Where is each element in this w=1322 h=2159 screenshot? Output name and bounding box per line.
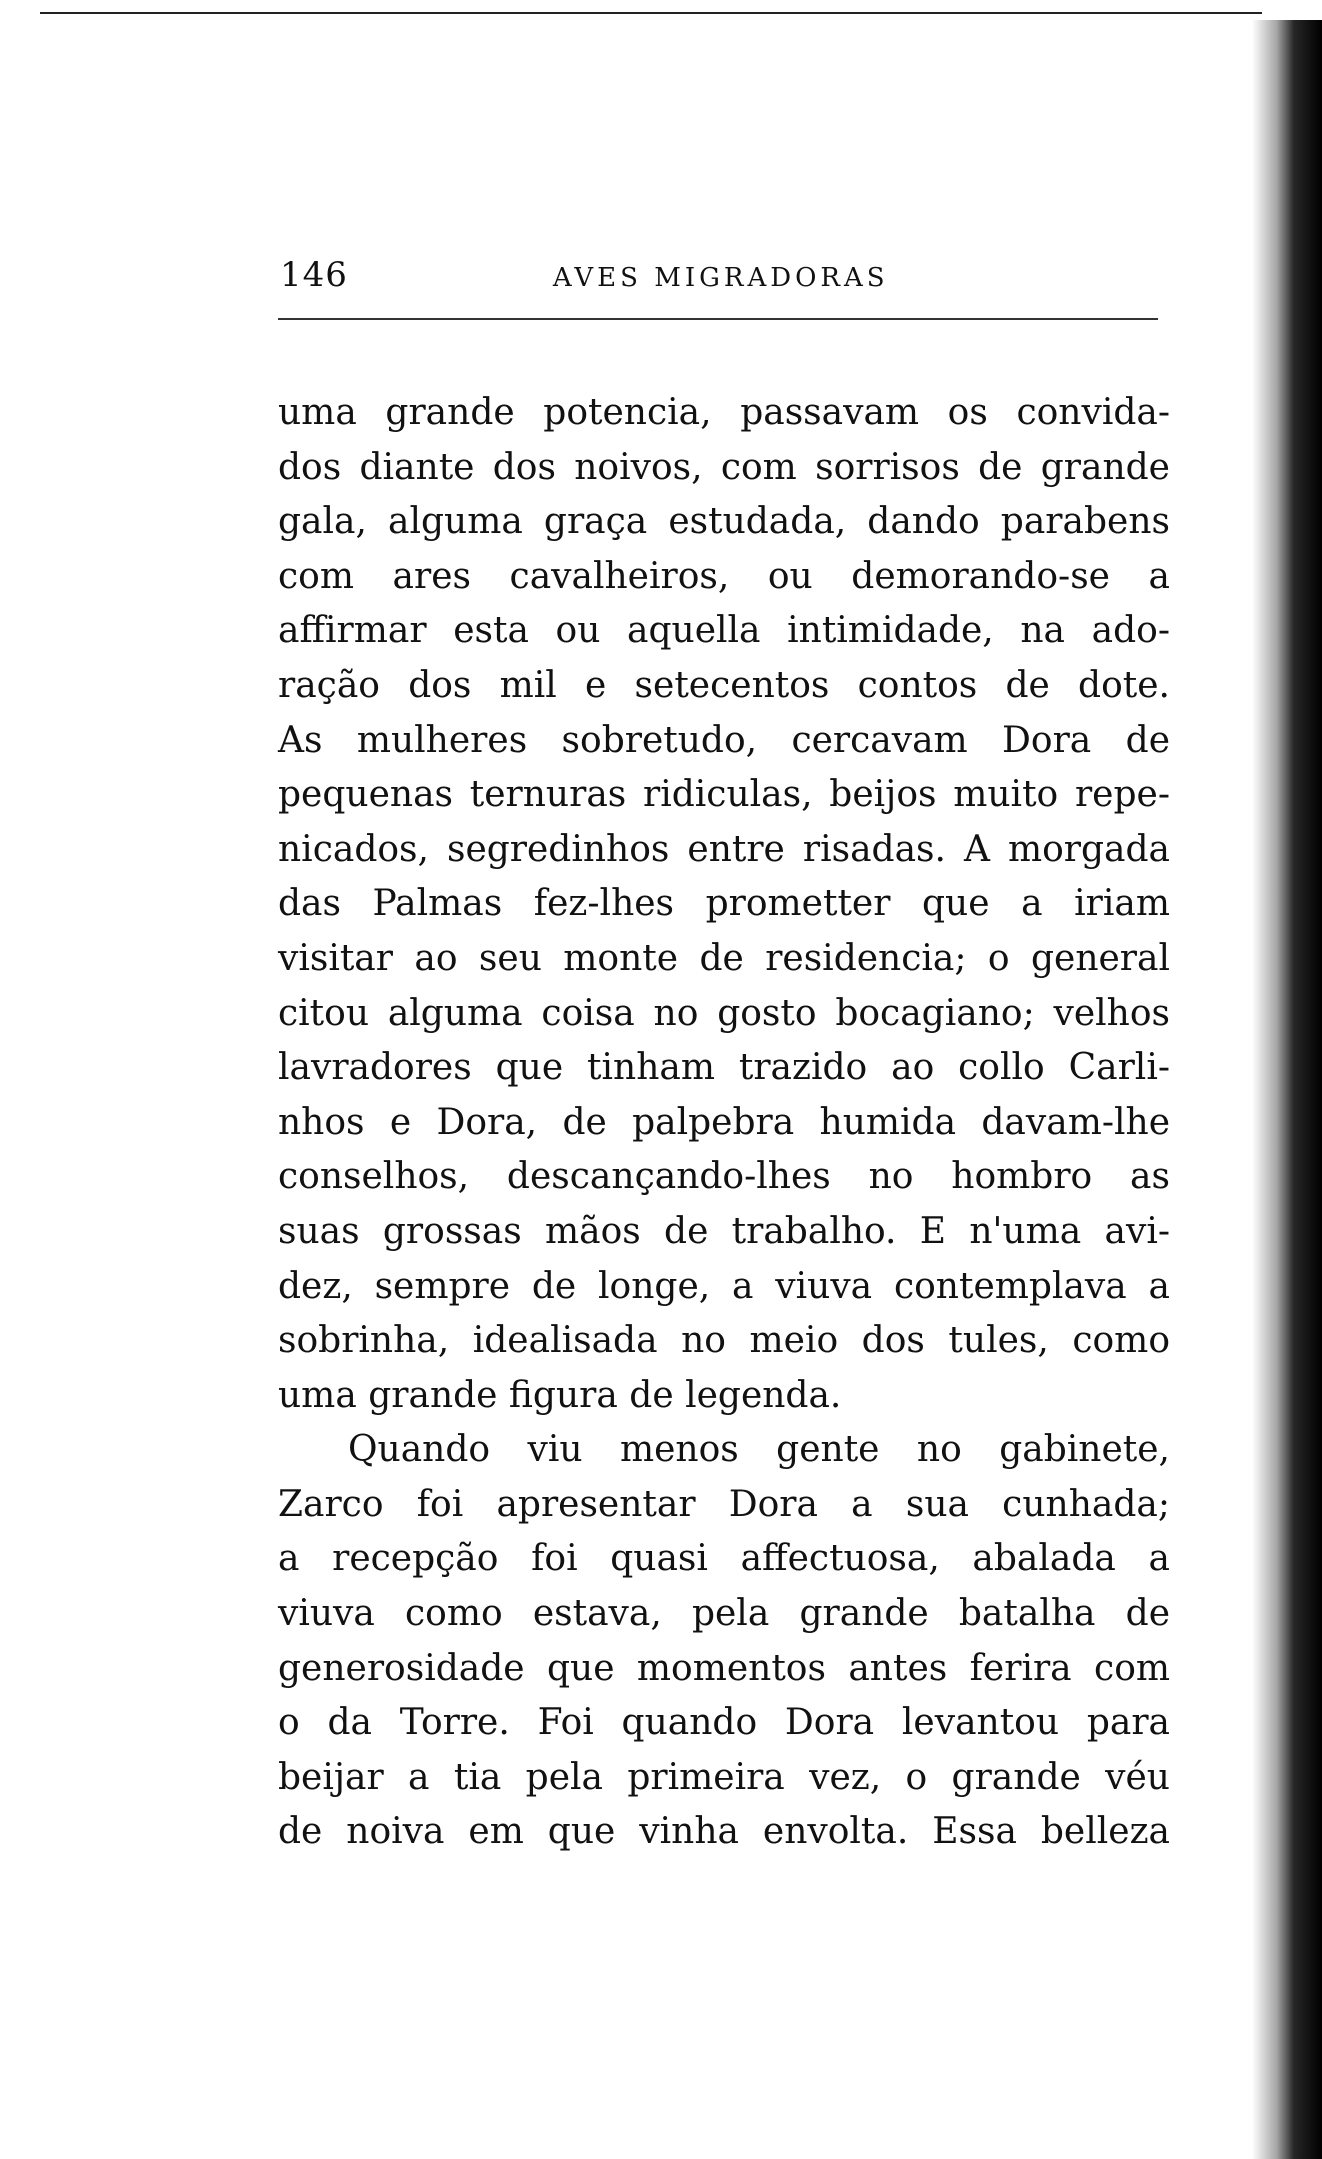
header-rule: [278, 318, 1158, 320]
scan-binding-edge: [1252, 20, 1322, 2159]
running-title: AVES MIGRADORAS: [552, 263, 889, 293]
text-line: visitar ao seu monte de residencia; o general: [278, 937, 1170, 979]
page-header: [280, 255, 1160, 295]
text-line: affirmar esta ou aquella intimidade, na ado-: [278, 610, 1170, 652]
text-line: Quando viu menos gente no gabinete,: [348, 1429, 1170, 1471]
text-line: o da Torre. Foi quando Dora levantou para: [278, 1702, 1170, 1744]
text-line: suas grossas mãos de trabalho. E n'uma avi-: [278, 1210, 1170, 1252]
text-line: nicados, segredinhos entre risadas. A morgada: [278, 828, 1170, 870]
text-line: a recepção foi quasi affectuosa, abalada a: [278, 1538, 1170, 1580]
page-number: 146: [280, 255, 348, 295]
text-line: generosidade que momentos antes ferira com: [278, 1647, 1170, 1689]
scan-top-rule: [40, 12, 1262, 14]
text-line: pequenas ternuras ridiculas, beijos muito repe-: [278, 774, 1170, 816]
body-text: [278, 386, 1170, 1860]
text-line: ração dos mil e setecentos contos de dote.: [278, 664, 1170, 706]
text-line: lavradores que tinham trazido ao collo Carli-: [278, 1047, 1170, 1089]
text-line: de noiva em que vinha envolta. Essa belleza: [278, 1811, 1170, 1853]
text-line: Zarco foi apresentar Dora a sua cunhada;: [278, 1483, 1170, 1525]
paragraph-2: [278, 1423, 1170, 1860]
text-line: uma grande figura de legenda.: [278, 1374, 842, 1416]
paragraph-1: [278, 386, 1170, 1423]
text-line: beijar a tia pela primeira vez, o grande véu: [278, 1756, 1170, 1798]
text-line: sobrinha, idealisada no meio dos tules, como: [278, 1320, 1170, 1362]
text-line: dez, sempre de longe, a viuva contemplava a: [278, 1265, 1170, 1307]
text-line: gala, alguma graça estudada, dando parabens: [278, 501, 1170, 543]
text-line: dos diante dos noivos, com sorrisos de grande: [278, 446, 1170, 488]
text-line: viuva como estava, pela grande batalha de: [278, 1593, 1170, 1635]
text-line: conselhos, descançando-lhes no hombro as: [278, 1156, 1170, 1198]
text-line: com ares cavalheiros, ou demorando-se a: [278, 555, 1170, 597]
text-line: As mulheres sobretudo, cercavam Dora de: [278, 719, 1170, 761]
text-line: das Palmas fez-lhes prometter que a iriam: [278, 883, 1170, 925]
text-line: uma grande potencia, passavam os convida-: [278, 392, 1170, 433]
text-line: citou alguma coisa no gosto bocagiano; velhos: [278, 992, 1170, 1034]
text-line: nhos e Dora, de palpebra humida davam-lhe: [278, 1101, 1170, 1143]
